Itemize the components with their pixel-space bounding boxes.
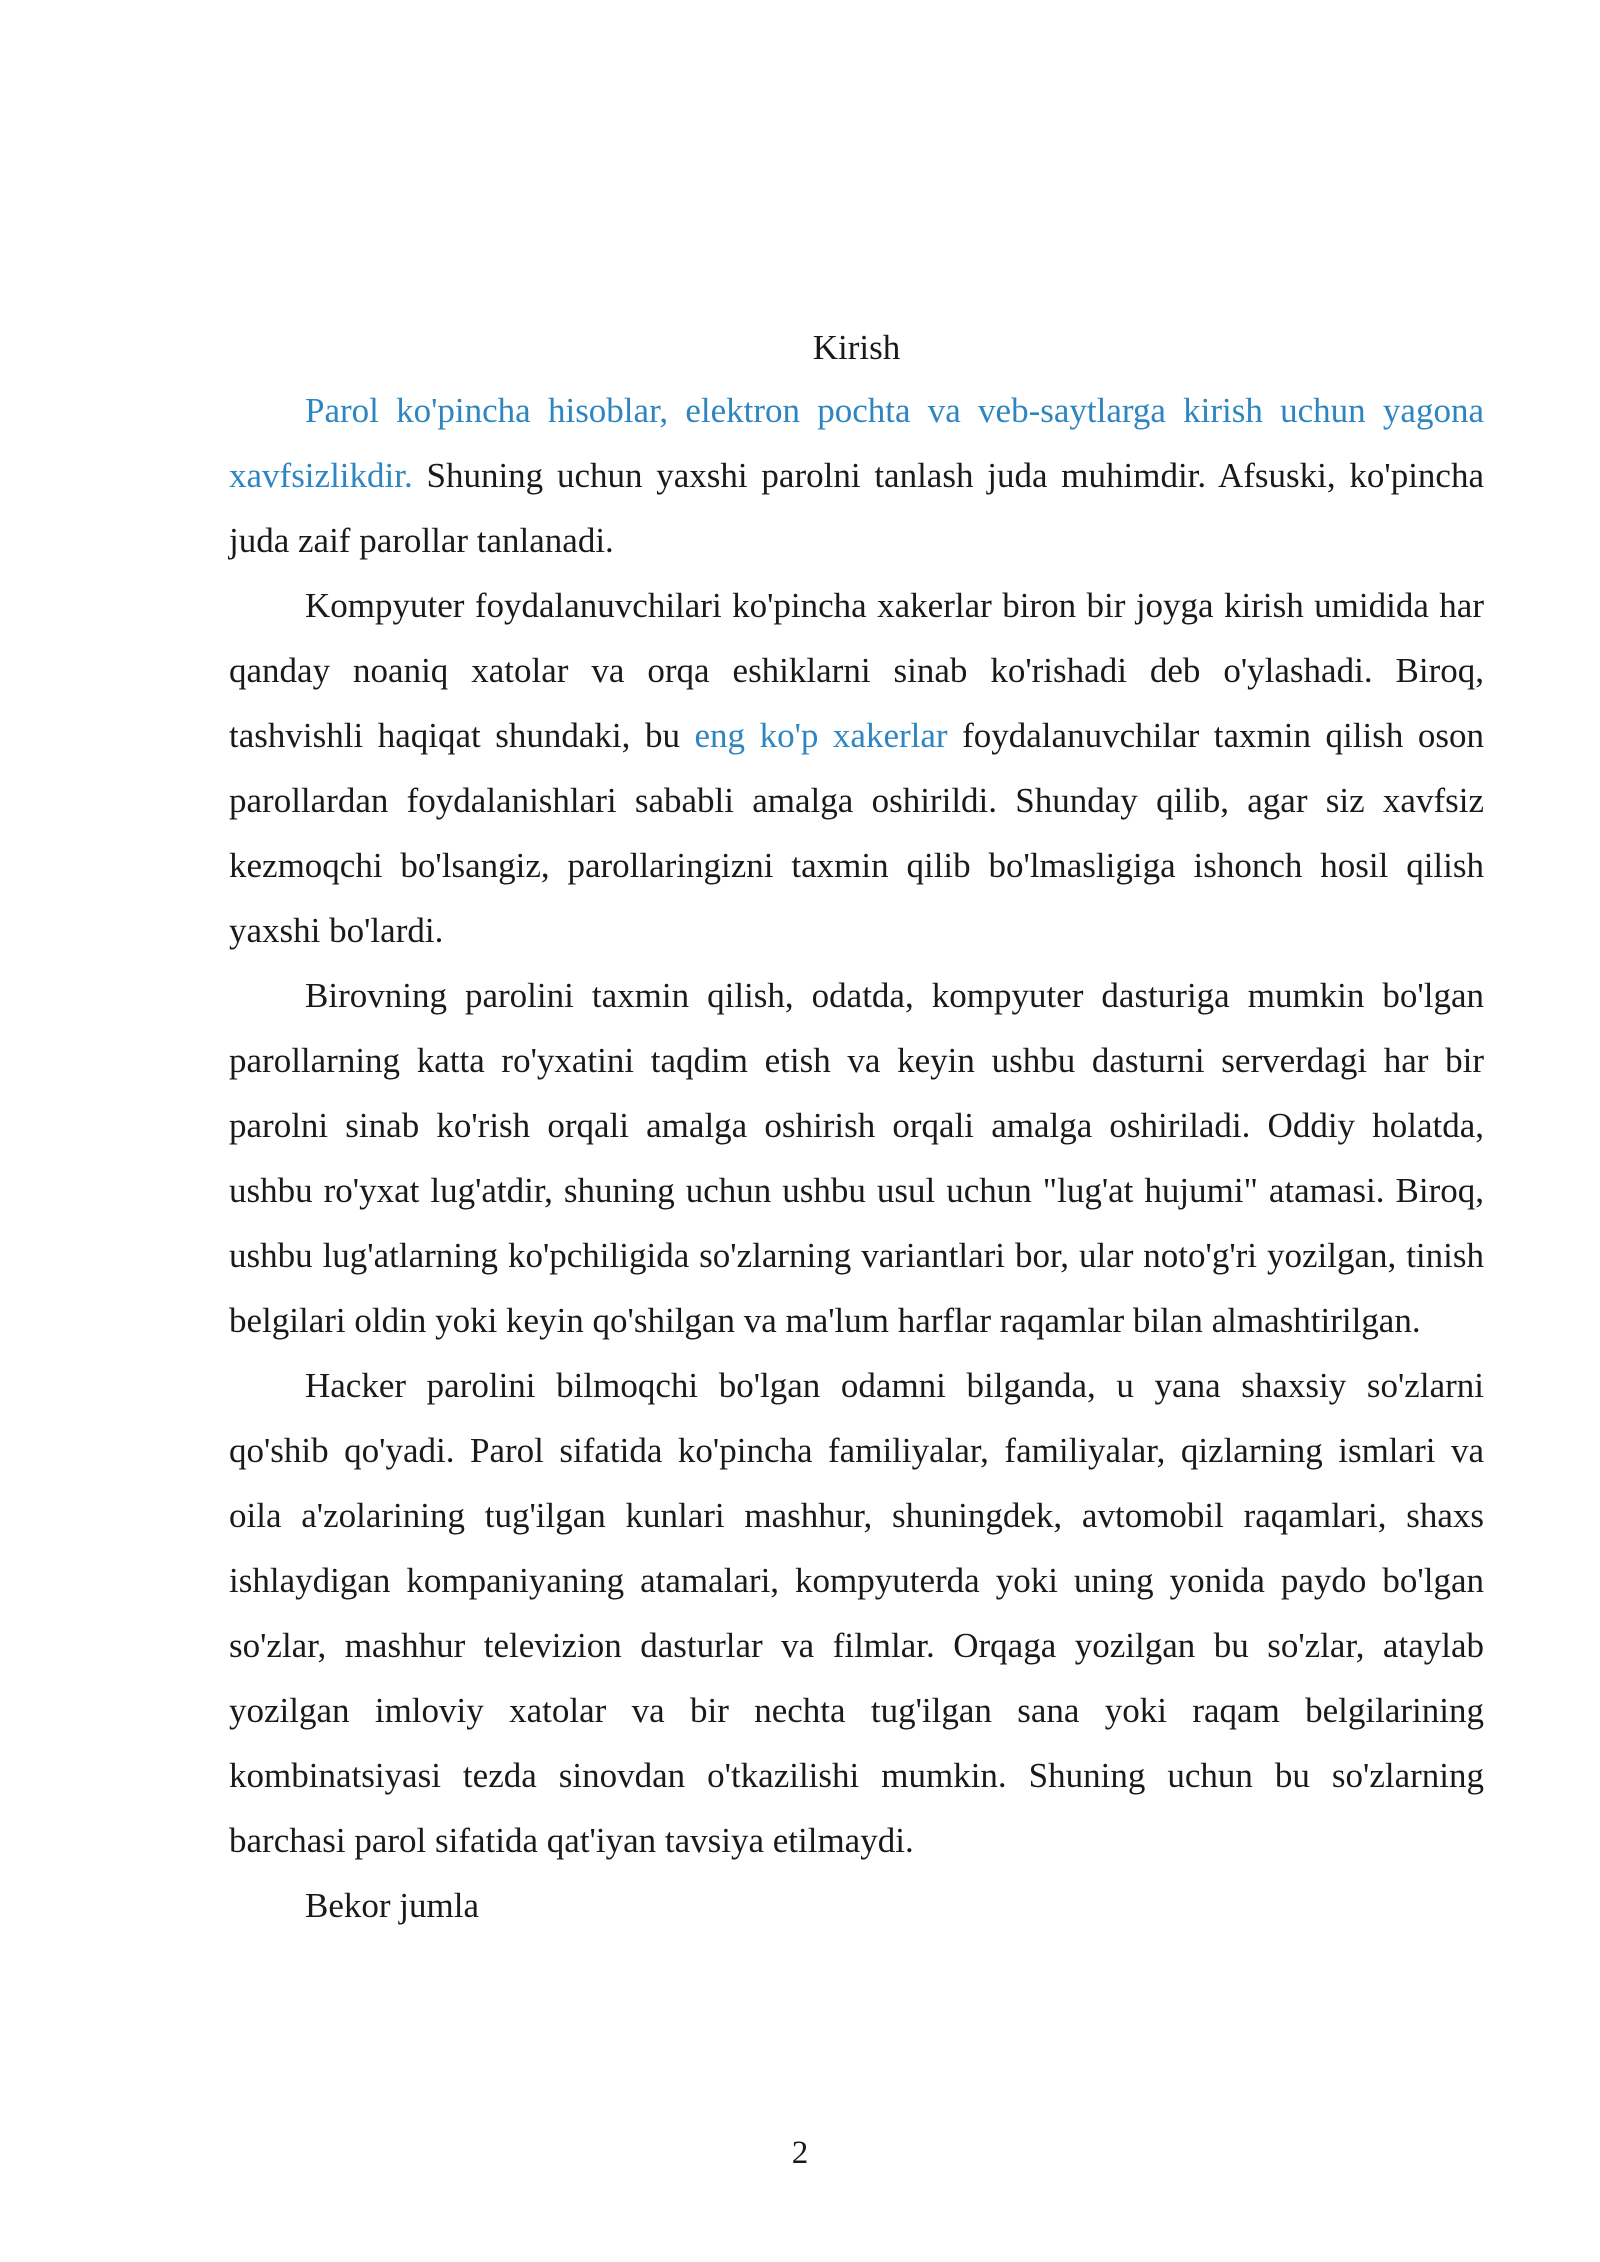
paragraph-2 [229,573,1484,963]
paragraph-4: Hacker parolini bilmoqchi bo'lgan odamni bilganda, u yana shaxsiy so'zlarni qo'shib qo'yadi. Parol sifatida ko'pincha familiyalar, familiyalar, qizlarning ismlari va oila a'zolarining tug'ilgan kunlari mashhur, shuningdek, avtomobil raqamlari, shaxs ishlaydigan kompaniyaning atamalari, kompyuterda yoki uning yonida paydo bo'lgan so'zlar, mashhur televizion dasturlar va filmlar. Orqaga yozilgan bu so'zlar, ataylab yozilgan imloviy xatolar va bir nechta tug'ilgan sana yoki raqam belgilarining kombinatsiyasi tezda sinovdan o'tkazilishi mumkin. Shuning uchun bu so'zlarning barchasi parol sifatida qat'iyan tavsiya etilmaydi. [229,1366,1484,1860]
paragraph-2-text-after: foydalanuvchilar taxmin qilish oson parollardan foydalanishlari sababli amalga oshirildi. Shunday qilib, agar siz xavfsiz kezmoqchi bo'lsangiz, parollaringizni taxmin qilib bo'lmasligiga ishonch hosil qilish yaxshi bo'lardi. [229,716,1484,950]
paragraph-5: Bekor jumla [305,1886,479,1925]
paragraph-3: Birovning parolini taxmin qilish, odatda, kompyuter dasturiga mumkin bo'lgan parollarning katta ro'yxatini taqdim etish va keyin ushbu dasturni serverdagi har bir parolni sinab ko'rish orqali amalga oshirish orqali amalga oshiriladi. Oddiy holatda, ushbu ro'yxat lug'atdir, shuning uchun ushbu usul uchun "lug'at hujumi" atamasi. Biroq, ushbu lug'atlarning ko'pchiligida so'zlarning variantlari bor, ular noto'g'ri yozilgan, tinish belgilari oldin yoki keyin qo'shilgan va ma'lum harflar raqamlar bilan almashtirilgan. [229,976,1484,1340]
paragraph-1-text: Shuning uchun yaxshi parolni tanlash juda muhimdir. Afsuski, ko'pincha juda zaif parollar tanlanadi. [229,456,1484,560]
section-title: Kirish [812,328,901,367]
page-number: 2 [791,2135,809,2171]
paragraph-2-text-before: Kompyuter foydalanuvchilari ko'pincha xakerlar biron bir joyga kirish umidida har qanday noaniq xatolar va orqa eshiklarni sinab ko'rishadi deb o'ylashadi. Biroq, tashvishli haqiqat shundaki, bu [229,586,1484,755]
highlighted-link-text[interactable]: eng ko'p xakerlar [694,716,948,755]
paragraph-1 [229,378,1484,573]
document-body [229,318,1484,1938]
highlighted-link-text[interactable]: Parol ko'pincha hisoblar, elektron pochta va veb-saytlarga kirish uchun yagona xavfsizlikdir. [229,391,1484,495]
